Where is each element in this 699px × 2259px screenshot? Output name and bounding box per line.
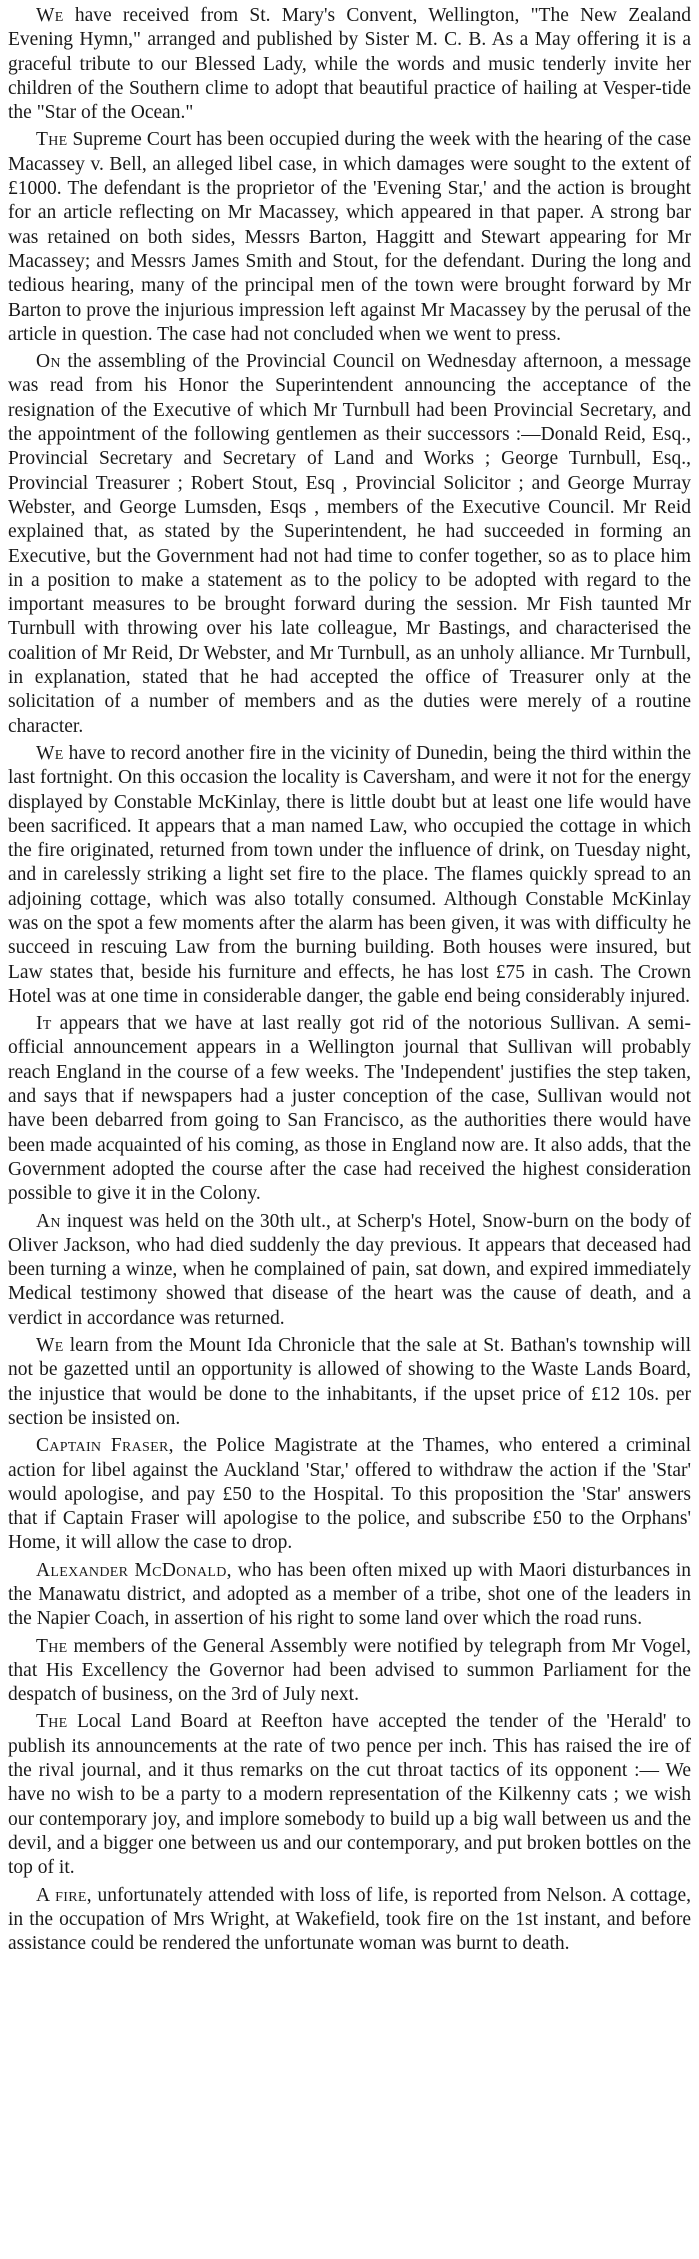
paragraph-land-board bbox=[8, 1710, 691, 1880]
paragraph-lead: The bbox=[36, 1711, 68, 1733]
paragraph-mount-ida bbox=[8, 1334, 691, 1431]
paragraph-text: the assembling of the Provincial Council on Wednesday afternoon, a message was read from his Honor the Superintendent announcing the acceptance of the resignation of the Executive of which Mr Turnbull had been Provincial Secretary, and the appointment of the following gentlemen as their successors :—Donald Reid, Esq., Provincial Secretary and Secretary of Land and Works ; George Turnbull, Esq., Provincial Treasurer ; Robert Stout, Esq , Provincial Solicitor ; and George Murray Webster, and George Lumsden, Esqs , members of the Executive Council. Mr Reid explained that, as stated by the Superintendent, he had succeeded in forming an Executive, but the Government had not had time to confer together, so as to place him in a position to make a statement as to the policy to be adopted with regard to the important measures to be brought forward during the session. Mr Fish taunted Mr Turnbull with throwing over his late colleague, Mr Bastings, and characterised the coalition of Mr Reid, Dr Webster, and Mr Turnbull, as an unholy alliance. Mr Turnbull, in explanation, stated that he had accepted the office of Treasurer only at the solicitation of a number of members and as the duties were merely of a routine character. bbox=[8, 351, 691, 737]
paragraph-sullivan bbox=[8, 1012, 691, 1206]
paragraph-text: unfortunately attended with loss of life, is reported from Nelson. A cottage, in the occupation of Mrs Wright, at Wakefield, took fire on the 1st instant, and before assistance could be rendered the unfortunate woman was burnt to death. bbox=[8, 1884, 692, 1955]
paragraph-lead: We bbox=[36, 742, 64, 764]
paragraph-lead: An bbox=[36, 1210, 61, 1232]
paragraph-text: inquest was held on the 30th ult., at Scherp's Hotel, Snow-burn on the body of Oliver Jackson, who had died suddenly the day previous. It appears that deceased had been turning a winze, when he complained of pain, sat down, and expired immediately Medical testimony showed that disease of the heart was the cause of death, and a verdict in accordance was returned. bbox=[8, 1210, 692, 1329]
paragraph-fire-nelson bbox=[8, 1884, 691, 1957]
paragraph-lead: Captain Fraser, bbox=[36, 1435, 174, 1457]
paragraph-text: members of the General Assembly were notified by telegraph from Mr Vogel, that His Excellency the Governor had been advised to summon Parliament for the despatch of business, on the 3rd of July next. bbox=[8, 1635, 691, 1706]
paragraph-lead: The bbox=[36, 1635, 68, 1657]
paragraph-text: who has been often mixed up with Maori disturbances in the Manawatu district, and adopted as a member of a tribe, shot one of the leaders in the Napier Coach, in assertion of his right to some land over which the road runs. bbox=[8, 1559, 692, 1630]
paragraph-lead: A fire, bbox=[36, 1884, 92, 1906]
paragraph-lead: Alexander McDonald, bbox=[36, 1559, 232, 1581]
paragraph-lead: We bbox=[36, 1335, 64, 1357]
paragraph-lead: On bbox=[36, 351, 61, 373]
paragraph-general-assembly bbox=[8, 1635, 691, 1708]
paragraph-supreme-court bbox=[8, 128, 691, 347]
paragraph-text: appears that we have at last really got rid of the notorious Sullivan. A semi-official announcement appears in a Wellington journal that Sullivan will probably reach England in the course of a few weeks. The 'Independent' justifies the step taken, and says that if newspapers had a juster conception of the case, Sullivan would not have been debarred from going to San Francisco, as the authorities there would have been made acquainted of his coming, as those in England now are. It also adds, that the Government adopted the course after the case had received the highest consideration possible to give it in the Colony. bbox=[8, 1013, 692, 1205]
paragraph-lead: It bbox=[36, 1013, 52, 1035]
paragraph-inquest bbox=[8, 1210, 691, 1331]
paragraph-text: Local Land Board at Reefton have accepted the tender of the 'Herald' to publish its announcements at the rate of two pence per inch. This has raised the ire of the rival journal, and it thus remarks on the cut throat tactics of its opponent :— We have no wish to be a party to a modern representation of the Kilkenny cats ; we wish our contemporary joy, and implore somebody to build up a big wall between us and the devil, and a bigger one between us and our contemporary, and put broken bottles on the top of it. bbox=[8, 1711, 692, 1879]
paragraph-hymn bbox=[8, 4, 691, 125]
paragraph-text: have to record another fire in the vicinity of Dunedin, being the third within the last fortnight. On this occasion the locality is Caversham, and were it not for the energy displayed by Constable McKinlay, there is little doubt but at least one life would have been sacrificed. It appears that a man named Law, who occupied the cottage in which the fire originated, returned from town under the influence of drink, on Tuesday night, and in carelessly striking a light set fire to the place. The flames quickly spread to an adjoining cottage, which was also totally consumed. Although Constable McKinlay was on the spot a few moments after the alarm has been given, it was with difficulty he succeed in rescuing Law from the burning building. Both houses were insured, but Law states that, beside his furniture and effects, he has lost £75 in cash. The Crown Hotel was at one time in considerable danger, the gable end being considerably injured. bbox=[8, 742, 692, 1007]
paragraph-fire-caversham bbox=[8, 742, 691, 1009]
paragraph-text: Supreme Court has been occupied during the week with the hearing of the case Macassey v. Bell, an alleged libel case, in which damages were sought to the extent of £1000. The defendant is the proprietor of the 'Evening Star,' and the action is brought for an article reflecting on Mr Macassey, which appeared in that paper. A strong bar was retained on both sides, Messrs Barton, Haggitt and Stewart appearing for Mr Macassey; and Messrs James Smith and Stout, for the defendant. During the long and tedious hearing, many of the principal men of the town were brought forward by Mr Barton to prove the injurious impression left against Mr Macassey by the perusal of the article in question. The case had not concluded when we went to press. bbox=[8, 129, 691, 345]
paragraph-captain-fraser bbox=[8, 1434, 691, 1555]
paragraph-text: learn from the Mount Ida Chronicle that the sale at St. Bathan's township will not be gazetted until an opportunity is allowed of showing to the Waste Lands Board, the injustice that would be done to the inhabitants, if the upset price of £12 10s. per section be insisted on. bbox=[8, 1335, 691, 1429]
paragraph-lead: The bbox=[36, 129, 68, 151]
paragraph-text: the Police Magistrate at the Thames, who entered a criminal action for libel against the Auckland 'Star,' offered to withdraw the action if the 'Star' would apologise, and pay £50 to the Hospital. To this proposition the 'Star' answers that if Captain Fraser will apologise to the police, and subscribe £50 to the Orphans' Home, it will allow the case to drop. bbox=[8, 1435, 691, 1554]
paragraph-mcdonald bbox=[8, 1559, 691, 1632]
paragraph-lead: We bbox=[36, 5, 64, 26]
paragraph-text: have received from St. Mary's Convent, Wellington, "The New Zealand Evening Hymn," arranged and published by Sister M. C. B. As a May offering it is a graceful tribute to our Blessed Lady, while the words and music tenderly invite her children of the Southern clime to adopt that beautiful practice of hailing at Vesper-tide the "Star of the Ocean." bbox=[8, 5, 692, 124]
paragraph-provincial-council bbox=[8, 350, 691, 739]
